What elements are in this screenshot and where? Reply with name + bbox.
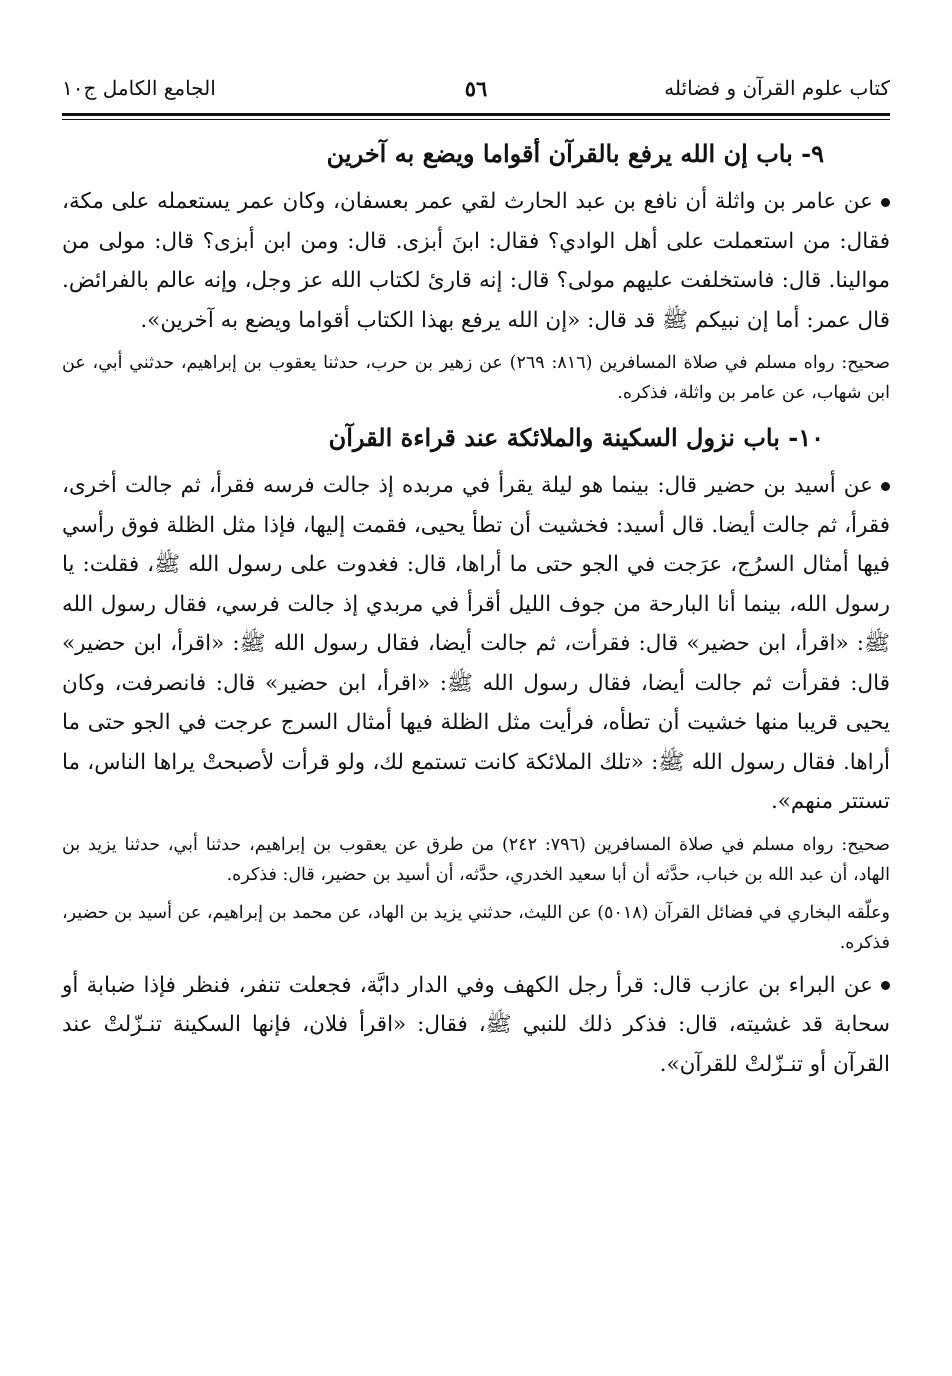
chapter-9-hadith-text: عن عامر بن واثلة أن نافع بن عبد الحارث لقي عمر بعسفان، وكان عمر يستعمله على مكة، فقال: من استعملت على أهل الوادي؟ فقال: ابنَ أبزى. قال: ومن ابن أبزى؟ قال: مولى من موالينا. قال: فاستخلفت عليهم مولى؟ قال: إنه قارئ لكتاب الله عز وجل، وإنه عالم بالفرائض. قال عمر: أما إن نبيكم ﷺ قد قال: «إن الله يرفع بهذا الكتاب أقواما ويضع به آخرين». (62, 189, 890, 333)
chapter-9-takhrij: صحيح: رواه مسلم في صلاة المسافرين (٨١٦: ٢٦٩) عن زهير بن حرب، حدثنا يعقوب بن إبراهيم، حدثني أبي، عن ابن شهاب، عن عامر بن واثلة، فذكره. (62, 353, 890, 403)
running-header (62, 68, 890, 108)
chapter-10-title: ١٠- باب نزول السكينة والملائكة عند قراءة القرآن (328, 423, 824, 452)
chapter-9-hadith (62, 182, 890, 340)
collection-volume: الجامع الكامل ج١٠ (62, 76, 216, 100)
book-title: كتاب علوم القرآن و فضائله (664, 76, 890, 100)
page-body (62, 136, 890, 1084)
chapter-10-takhrij-2: وعلّقه البخاري في فضائل القرآن (٥٠١٨) عن الليث، حدثني يزيد بن الهاد، عن محمد بن إبراهيم، عن أسيد بن حضير، فذكره. (62, 902, 890, 953)
chapter-10-hadith-2 (62, 966, 890, 1085)
header-rule-thick (62, 113, 890, 116)
chapter-10-takhrij-1: صحيح: رواه مسلم في صلاة المسافرين (٧٩٦: ٢٤٢) من طرق عن يعقوب بن إبراهيم، حدثنا أبي، حدثنا يزيد بن الهاد، أن عبد الله بن خباب، حدَّثه أن أبا سعيد الخدري، حدَّثه، أن أسيد بن حضير، قال: فذكره. (62, 834, 890, 885)
bullet-icon (881, 981, 890, 990)
bullet-icon (881, 482, 890, 491)
chapter-10-hadith-1 (62, 466, 890, 822)
header-rule-thin (62, 119, 890, 120)
bullet-icon (881, 198, 890, 207)
chapter-9-title: ٩- باب إن الله يرفع بالقرآن أقواما ويضع به آخرين (326, 139, 824, 168)
page-number: ٥٦ (464, 75, 488, 101)
chapter-10-hadith-2-text: عن البراء بن عازب قال: قرأ رجل الكهف وفي الدار دابَّة، فجعلت تنفر، فنظر فإذا ضبابة أو سحابة قد غشيته، قال: فذكر ذلك للنبي ﷺ، فقال: «اقرأ فلان، فإنها السكينة تنـزّلتْ عند القرآن أو تنـزّلتْ للقرآن». (62, 972, 890, 1077)
chapter-10-hadith-1-text: عن أسيد بن حضير قال: بينما هو ليلة يقرأ في مربده إذ جالت فرسه فقرأ، ثم جالت أخرى، فقرأ، ثم جالت أيضا. قال أسيد: فخشيت أن تطأ يحيى، فقمت إليها، فإذا مثل الظلة فوق رأسي فيها أمثال السرُج، عرَجت في الجو حتى ما أراها، قال: فغدوت على رسول الله ﷺ، فقلت: يا رسول الله، بينما أنا البارحة من جوف الليل أقرأ في مربدي إذ جالت فرسي، فقال رسول الله ﷺ: «اقرأ، ابن حضير» قال: فقرأت، ثم جالت أيضا، فقال رسول الله ﷺ: «اقرأ، ابن حضير» قال: فقرأت ثم جالت أيضا، فقال رسول الله ﷺ: «اقرأ، ابن حضير» قال: فانصرفت، وكان يحيى قريبا منها خشيت أن تطأه، فرأيت مثل الظلة فيها أمثال السرج عرجت في الجو حتى ما أراها. فقال رسول الله ﷺ: «تلك الملائكة كانت تستمع لك، ولو قرأت لأصبحتْ يراها الناس، ما تستتر منهم». (62, 473, 890, 814)
